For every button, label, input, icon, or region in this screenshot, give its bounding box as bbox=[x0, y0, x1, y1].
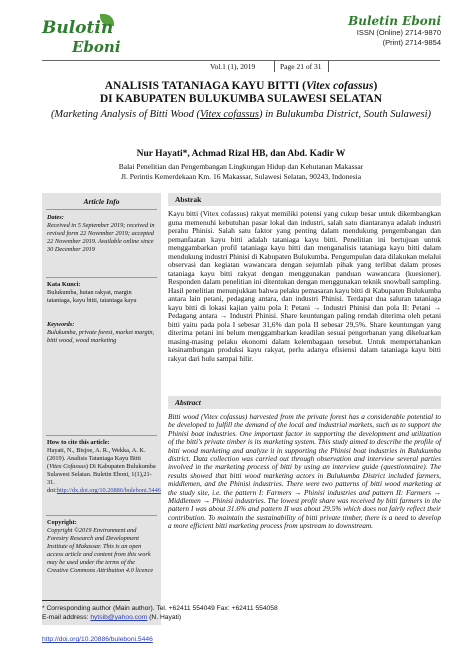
subtitle-part: ) in Bulukumba District, South Sulawesi) bbox=[258, 109, 432, 120]
kata-kunci-text: Bulukumba, hutan rakyat, margin tataniaga, kayu bitti, tataniaga kayu bbox=[47, 289, 137, 304]
abstrak-body: Kayu bitti (Vitex cofassus) rakyat memiliki potensi yang cukup besar untuk dikembangkan guna memenuhi kebutuhan pasar lokal dan industri, salah satu diantaranya adalah industri perahu Phinisi. Salah satu faktor yang penting dalam mendukung pengembangan dan pemanfaatan kayu bitti adalah tataniaga kayu bitti. Penelitian ini bertujuan untuk menggambarkan profil tataniaga kayu bitti dan menganalisis tataniaga kayu bitti dalam mendukung industri Phinisi di Kabupaten Bulukumba. Pengumpulan data dilakukan melalui observasi dan kegiatan wawancara dengan sejumlah pihak yang terlibat dalam proses tataniaga kayu bitti rakyat dengan menggunakan panduan wawancara (kuesioner). Responden dalam penelitian ini ditentukan dengan menggunakan teknik snowball sampling. Hasil penelitian menunjukkan bahwa pelaku pemasaran kayu bitti di Kabupaten Bulukumba antara lain petani, pedagang antara, dan industri Phinisi. Terdapat dua saluran tataniaga kayu bitti di lokasi kajian yaitu pola I: Petani → Industri Phinisi dan pola II: Petani → Pedagang antara → Industri Phinisi. Share keuntungan paling rendah diterima oleh petani bitti yaitu pada pola I sebesar 31,6% dan pola II sebesar 29,5%. Share keuntungan yang diterima petani ini belum menggambarkan keadilan sesuai pengorbanan yang dikeluarkan masing-masing pelaku ekonomi dalam kelembagaan tersebut. Untuk mempertahankan kesinambungan produksi kayu rakyat, perlu adanya efisiensi dalam tataniaga kayu bitti rakyat dari hulu sampai hilir. bbox=[168, 209, 442, 363]
kata-kunci-label: Kata Kunci: bbox=[47, 281, 81, 288]
issn-online: ISSN (Online) 2714-9870 bbox=[356, 28, 441, 37]
journal-header bbox=[348, 14, 441, 48]
volume-separator bbox=[274, 61, 275, 72]
footnote bbox=[42, 604, 342, 622]
abstract-section bbox=[168, 396, 441, 586]
keywords-block bbox=[47, 321, 157, 345]
dates-label: Dates: bbox=[47, 214, 64, 221]
kata-kunci-block bbox=[47, 281, 157, 305]
abstract-heading: Abstract bbox=[175, 398, 201, 407]
cite-label: How to cite this article: bbox=[47, 439, 110, 446]
corresponding-author-note: * Corresponding author (Main author). Tel. +62411 554049 Fax: +62411 554058 bbox=[42, 605, 278, 612]
abstract-body: Bitti wood (Vitex cofassus) harvested from the private forest has a considerable potential to be developed to fulfill the demand of the local and industrial markets, such as to support the Phinisi boat industries. One important factor in supporting the development and utilization of the bitti's private timber is its marketing system. This study aimed to describe the profile of bitti wood marketing and analyze it in supporting the Phinisi boat industries in Bulukumba district. Data collection was carried out through observation and interview several parties involved in the marketing process of bitti by using an interview guide (questionnaire). The results showed that bitti wood marketing actors in Bulukumba District included farmers, middlemen, and the Phinisi industries. There were two patterns of bitti wood marketing at the study site, i.e. the pattern I: Farmers → Phinisi industries and pattern II: Farmers → Middlemen → Phinisi industries. The lowest profit share was received by bitti farmers in the pattern I was about 31.6% and pattern II was about 29.5% which does not fairly reflect their contribution. To maintain the sustainability of bitti private timber, there is a need to develop a more efficient bitti marketing process from upstream to downstream. bbox=[168, 412, 441, 531]
volume-bar bbox=[42, 61, 440, 73]
subtitle-species: Vitex cofassus bbox=[199, 109, 259, 120]
logo-text-line1: Bulotin bbox=[42, 18, 114, 38]
title-line2: DI KABUPATEN BULUKUMBA SULAWESI SELATAN bbox=[99, 93, 383, 105]
copyright-text: Copyright ©2019 Environment and Forestry Research and Development Institute of Makassar. This is an open access article and content from this work may be used under the terms of the Creative Commons Attribution 4.0 licence bbox=[47, 527, 154, 574]
dates-block bbox=[47, 214, 157, 254]
abstrak-heading: Abstrak bbox=[175, 195, 202, 204]
affiliation bbox=[42, 162, 440, 182]
sidebar-divider bbox=[46, 435, 157, 436]
abstrak-section bbox=[168, 193, 441, 383]
cite-part: ) Di Kabupaten Bulukumba Sulawesi Selatan. Buletin Eboni, 1(1),21-31. doi: bbox=[47, 463, 156, 494]
article-title bbox=[42, 80, 440, 106]
title-part: ANALISIS TATANIAGA KAYU BITTI ( bbox=[104, 80, 307, 92]
affiliation-line2: Jl. Perintis Kemerdekaan Km. 16 Makassar, Sulawesi Selatan, 90243, Indonesia bbox=[120, 172, 362, 181]
email-link[interactable]: hytsib@yahoo.com bbox=[90, 614, 148, 621]
logo-text-line2: Eboni bbox=[72, 38, 121, 56]
abstract-header bbox=[168, 396, 441, 409]
cite-text bbox=[47, 447, 161, 495]
email-line bbox=[42, 613, 342, 622]
dates-text: Received in 5 September 2019; received in revised form 22 November 2019; accepted 22 November 2019. Available online since 30 December 2019 bbox=[47, 222, 155, 253]
authors: Nur Hayati*, Achmad Rizal HB, dan Abd. Kadir W bbox=[136, 149, 346, 159]
article-subtitle bbox=[50, 108, 432, 121]
sidebar-divider bbox=[46, 515, 157, 516]
article-info-sidebar bbox=[42, 193, 161, 625]
subtitle-part: (Marketing Analysis of Bitti Wood ( bbox=[50, 109, 200, 120]
copyright-block bbox=[47, 519, 157, 575]
email-label: E-mail address: bbox=[42, 614, 91, 621]
sidebar-divider bbox=[46, 277, 157, 278]
abstrak-header bbox=[168, 193, 441, 206]
sidebar-heading: Article Info bbox=[83, 197, 120, 206]
copyright-label: Copyright: bbox=[47, 519, 77, 526]
journal-name: Buletin Eboni bbox=[348, 14, 441, 28]
cite-block bbox=[47, 439, 161, 495]
journal-logo bbox=[42, 14, 137, 60]
page-separator bbox=[328, 61, 329, 72]
cite-doi-link[interactable]: http://dx.doi.org/10.20886/buleboni.5446 bbox=[56, 487, 161, 494]
doi-link[interactable]: http://doi.org/10.20886/buleboni.5446 bbox=[42, 636, 153, 643]
sidebar-divider bbox=[46, 209, 157, 210]
footnote-divider bbox=[42, 600, 130, 601]
issn-print: (Print) 2714-9854 bbox=[382, 38, 441, 47]
keywords-text: Bulukumba, private forest, market margin, bitti wood, wood marketing bbox=[47, 329, 155, 344]
title-part: ) bbox=[373, 80, 378, 92]
volume-label: Vol.1 (1), 2019 bbox=[210, 62, 256, 71]
title-species: Vitex cofassus bbox=[306, 80, 374, 92]
email-suffix: (N. Hayati) bbox=[147, 614, 182, 621]
cite-species: Vitex Cofassus bbox=[49, 463, 86, 470]
page-label: Page 21 of 31 bbox=[280, 62, 322, 71]
keywords-label: Keywords: bbox=[47, 321, 75, 328]
cite-part: Hayati, N., Bisjoe, A. R., Wekka, A. K. (2019). Analisis Tataniaga Kayu Bitti ( bbox=[47, 447, 146, 470]
affiliation-line1: Balai Penelitian dan Pengembangan Lingkungan Hidup dan Kehutanan Makassar bbox=[118, 162, 364, 171]
